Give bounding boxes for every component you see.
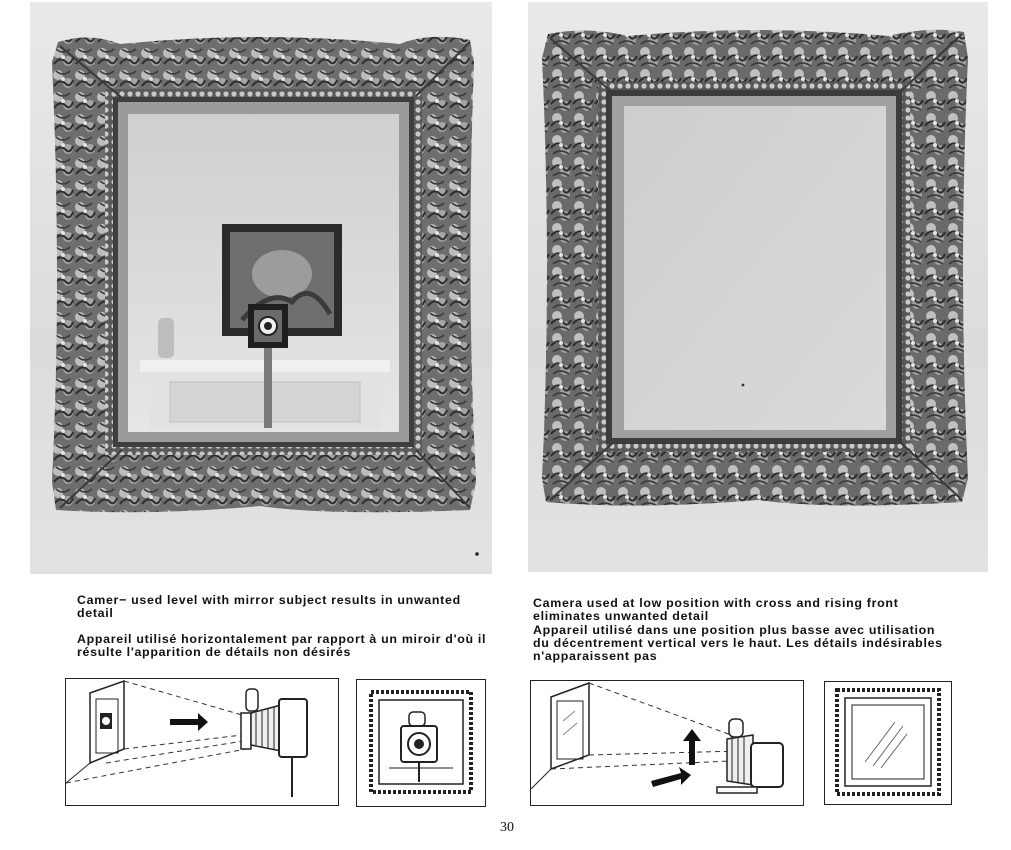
caption-left-french bbox=[77, 633, 491, 659]
diagram-mirror-with-camera bbox=[356, 679, 486, 807]
diagram-level-camera-side bbox=[65, 678, 339, 806]
photo-mirror-without-reflection bbox=[528, 2, 988, 572]
diagram-low-camera-side bbox=[530, 680, 804, 806]
ornate-mirror-clear-icon bbox=[528, 2, 988, 572]
arrow-icon bbox=[683, 729, 701, 765]
arrow-icon bbox=[170, 713, 208, 731]
ornate-mirror-reflection-icon bbox=[30, 2, 492, 574]
view-camera-icon bbox=[241, 689, 307, 797]
caption-left-english bbox=[77, 594, 491, 620]
diagram-mirror-clear bbox=[824, 681, 952, 805]
caption-text: Camer− used level with mirror subject results in unwanted detail bbox=[77, 593, 461, 620]
caption-text: Appareil utilisé horizontalement par rapport à un miroir d'où il résulte l'apparition de détails non désirés bbox=[77, 632, 487, 659]
caption-right-english bbox=[533, 597, 943, 623]
view-camera-icon bbox=[717, 719, 783, 793]
arrow-icon bbox=[651, 767, 691, 787]
caption-text: Camera used at low position with cross and rising front eliminates unwanted detail bbox=[533, 596, 899, 623]
page-number: 30 bbox=[500, 820, 514, 835]
photo-mirror-with-reflection bbox=[30, 2, 492, 574]
caption-right-french bbox=[533, 624, 943, 663]
caption-text: Appareil utilisé dans une position plus basse avec utilisation du décentrement vertical vers le haut. Les détails indésirables n'apparaissent pas bbox=[533, 623, 943, 663]
